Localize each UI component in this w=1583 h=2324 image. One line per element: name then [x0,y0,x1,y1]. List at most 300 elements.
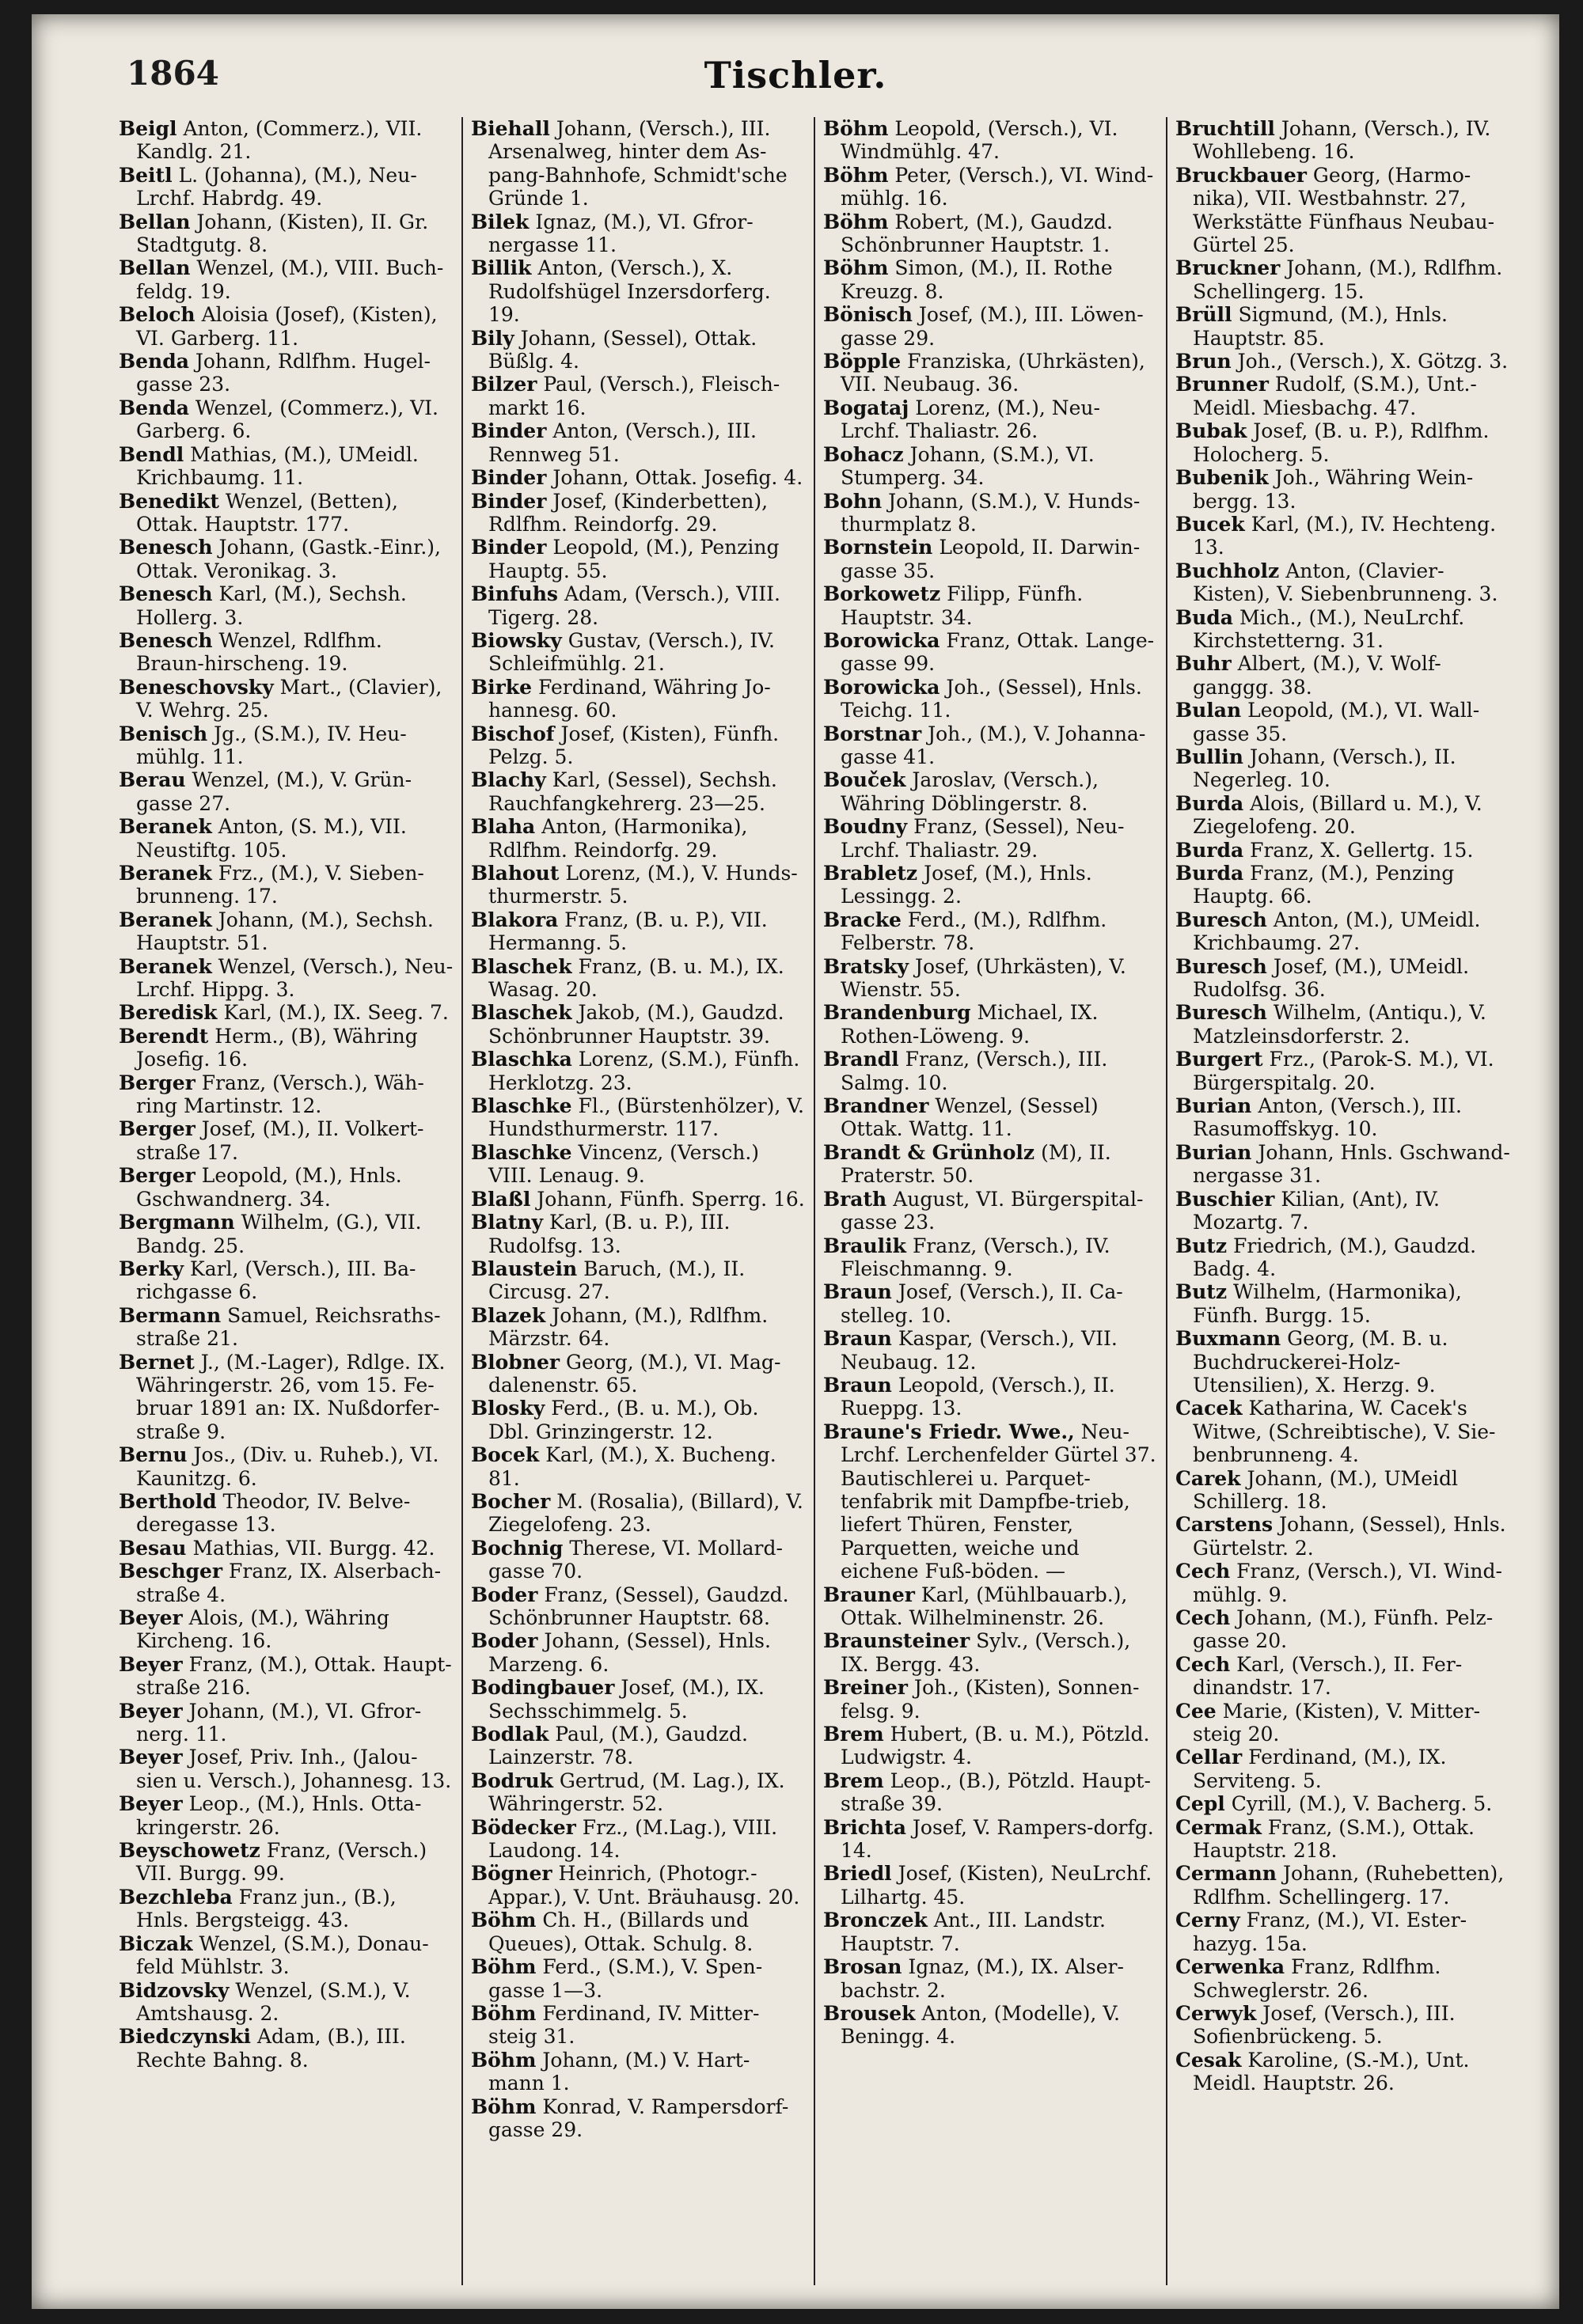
entry-name: Beloch [119,303,196,327]
entry-text: Karl, (M.), IV. Hechteng. 13. [1193,512,1497,559]
entry-name: Bilzer [471,373,537,396]
entry-name: Beyer [119,1746,183,1769]
directory-entry [119,1932,454,1979]
entry-name: Benedikt [119,489,219,513]
entry-text: Wilhelm, (G.), VII. Bandg. 25. [136,1211,422,1257]
directory-entry [119,396,454,443]
entry-text: Johann, (M.), Fünfh. Pelz-gasse 20. [1193,1606,1494,1653]
entry-name: Butz [1175,1280,1228,1304]
entry-text: Joh., (Kisten), Sonnen-felsg. 9. [841,1676,1140,1723]
entry-text: Josef, (Kinderbetten), Rdlfhm. Reindorfg. 29. [488,489,769,536]
entry-name: Cerwyk [1175,2001,1257,2025]
entry-text: Johann, (M.), Rdlfhm. Märzstr. 64. [488,1303,769,1351]
entry-text: Wenzel, (M.), V. Grün-gasse 27. [136,768,412,815]
entry-name: Buresch [1175,954,1267,978]
directory-entry [471,768,806,815]
entry-name: Bohn [823,489,883,513]
entry-name: Böpple [823,350,902,373]
entry-text: Anton, (Clavier-Kisten), V. Siebenbrunneng. 3. [1193,559,1498,606]
directory-entry [1175,419,1512,466]
directory-entry [1175,2002,1512,2049]
entry-text: Kaspar, (Versch.), VII. Neubaug. 12. [841,1327,1118,1374]
directory-entry [1175,1909,1512,1955]
directory-entry [471,1397,806,1443]
directory-entry [471,815,806,862]
directory-entry [1175,1560,1512,1606]
entry-text: Franziska, (Uhrkästen), VII. Neubaug. 36. [841,350,1145,396]
directory-entry [823,1327,1158,1374]
entry-name: Berky [119,1257,184,1280]
entry-text: Anton, (M.), UMeidl. Krichbaumg. 27. [1193,908,1481,955]
entry-name: Bogataj [823,396,909,419]
page-number: 1864 [127,54,219,93]
entry-name: Berthold [119,1489,217,1513]
columns [111,117,1520,2285]
entry-text: Alois, (Billard u. M.), V. Ziegelofeng. 20. [1193,791,1482,839]
entry-name: Borowicka [823,628,940,652]
entry-text: Robert, (M.), Gaudzd. Schönbrunner Hauptstr. 1. [841,210,1114,257]
directory-entry [1175,1513,1512,1560]
entry-text: Samuel, Reichsraths-straße 21. [136,1303,441,1351]
entry-name: Braune's Friedr. Wwe., [823,1420,1075,1443]
entry-text: Johann, (Gastk.-Einr.), Ottak. Veronikag. 3. [136,536,441,582]
directory-entry [471,1141,806,1188]
entry-text: Johann, Fünfh. Sperrg. 16. [537,1187,805,1211]
directory-entry [471,1862,806,1909]
entry-text: Johann, (S.M.), VI. Stumperg. 34. [841,442,1095,490]
directory-entry [119,1164,454,1211]
directory-entry [119,1443,454,1490]
entry-text: Mathias, VII. Burgg. 42. [192,1536,435,1560]
entry-text: Franz, (B. u. M.), IX. Wasag. 20. [488,954,784,1002]
entry-name: Burian [1175,1140,1252,1164]
entry-text: Lorenz, (M.), Neu-Lrchf. Thaliastr. 26. [841,396,1100,443]
entry-text: Marie, (Kisten), V. Mitter-steig 20. [1193,1699,1481,1746]
entry-text: Peter, (Versch.), VI. Wind-mühlg. 16. [841,163,1154,210]
entry-text: Josef, (Versch.), II. Ca-stelleg. 10. [841,1280,1123,1327]
entry-text: Fl., (Bürstenhölzer), V. Hundsthurmerstr. 117. [488,1094,804,1141]
directory-entry [119,1839,454,1886]
directory-entry [1175,1188,1512,1234]
directory-entry [471,908,806,955]
entry-text: Franz, (Versch.), III. Salmg. 10. [841,1048,1108,1094]
directory-entry [1175,2049,1512,2095]
entry-name: Biowsky [471,628,562,652]
entry-name: Böhm [471,2095,537,2118]
directory-entry [823,862,1158,908]
directory-entry [1175,1653,1512,1700]
entry-text: Josef, (M.), II. Volkert-straße 17. [136,1117,424,1164]
entry-name: Cech [1175,1560,1231,1583]
entry-name: Brandenburg [823,1001,971,1025]
entry-text: Konrad, V. Rampersdorf-gasse 29. [488,2095,789,2141]
entry-name: Cesak [1175,2048,1242,2072]
entry-text: Karl, (Versch.), III. Ba-richgasse 6. [136,1257,416,1304]
directory-entry [471,373,806,419]
directory-entry [119,955,454,1002]
directory-entry [471,117,806,210]
directory-entry [823,722,1158,769]
entry-name: Borstnar [823,722,922,745]
entry-name: Bubak [1175,419,1247,443]
entry-text: Anton, (Versch.), III. Rennweg 51. [488,419,757,466]
entry-text: Ferd., (M.), Rdlfhm. Felberstr. 78. [841,908,1107,955]
entry-name: Blaschek [471,954,572,978]
entry-text: Josef, (Versch.), III. Sofienbrückeng. 5. [1193,2001,1456,2049]
directory-entry [119,1537,454,1560]
entry-text: Franz, IX. Alserbach-straße 4. [136,1560,442,1606]
entry-name: Braun [823,1280,892,1304]
directory-entry [119,1792,454,1839]
entry-text: Leopold, (M.), Hnls. Gschwandnerg. 34. [136,1164,402,1211]
entry-name: Blaustein [471,1257,578,1280]
entry-name: Beranek [119,862,212,885]
directory-entry [823,1676,1158,1723]
entry-text: Rudolf, (S.M.), Unt.-Meidl. Miesbachg. 47. [1193,373,1477,419]
entry-name: Birke [471,675,533,699]
directory-entry [119,303,454,350]
entry-name: Bubenik [1175,466,1269,490]
entry-name: Burda [1175,791,1244,815]
entry-text: Albert, (M.), V. Wolf-ganggg. 38. [1193,652,1441,699]
entry-text: Johann, (Sessel), Hnls. Gürtelstr. 2. [1193,1513,1506,1560]
column-1 [111,117,463,2285]
entry-text: (M), II. Praterstr. 50. [841,1140,1111,1188]
entry-name: Brüll [1175,303,1232,327]
entry-text: Josef, (Kisten), NeuLrchf. Lilhartg. 45. [841,1862,1152,1909]
entry-name: Buchholz [1175,559,1280,582]
entry-text: Ferd., (S.M.), V. Spen-gasse 1—3. [488,1955,763,2002]
directory-entry [1175,606,1512,653]
entry-name: Bezchleba [119,1885,233,1909]
entry-text: Jakob, (M.), Gaudzd. Schönbrunner Hauptstr. 39. [488,1001,784,1048]
directory-entry [823,443,1158,490]
directory-entry [823,1862,1158,1909]
entry-name: Böhm [471,2048,537,2072]
entry-text: Karl, (M.), IX. Seeg. 7. [223,1001,449,1025]
directory-entry [1175,1048,1512,1094]
entry-text: Franz, (Versch.), VI. Wind-mühlg. 9. [1193,1560,1502,1606]
entry-name: Besau [119,1536,187,1560]
directory-entry [1175,1280,1512,1327]
entry-name: Cech [1175,1652,1231,1676]
entry-text: Sylv., (Versch.), IX. Bergg. 43. [841,1629,1131,1676]
entry-text: Johann, (S.M.), V. Hunds-thurmplatz 8. [841,489,1141,536]
entry-text: Mathias, (M.), UMeidl. Krichbaumg. 11. [136,442,419,490]
directory-entry [823,164,1158,210]
entry-text: Leop., (B.), Pötzld. Haupt-straße 39. [841,1769,1151,1816]
entry-name: Brunner [1175,373,1269,396]
entry-text: Ferdinand, (M.), IX. Serviteng. 5. [1193,1746,1447,1792]
directory-entry [1175,1816,1512,1863]
entry-text: Franz, (Sessel), Gaudzd. Schönbrunner Hauptstr. 68. [488,1583,789,1629]
directory-entry [823,629,1158,676]
directory-entry [1175,1094,1512,1141]
directory-entry [119,676,454,722]
entry-text: Leopold, (M.), Penzing Hauptg. 55. [488,536,780,582]
directory-entry [1175,1234,1512,1281]
entry-text: Wenzel, (S.M.), V. Amtshausg. 2. [136,1978,411,2025]
entry-text: Joh., (Sessel), Hnls. Teichg. 11. [841,675,1142,722]
directory-entry [471,1304,806,1351]
entry-name: Bernet [119,1350,195,1374]
entry-text: Frz., (M.Lag.), VIII. Laudong. 14. [488,1815,778,1863]
entry-name: Burda [1175,862,1244,885]
directory-entry [119,1490,454,1537]
entry-name: Buda [1175,605,1233,629]
directory-entry [471,327,806,373]
entry-text: Franz, (Versch.), Wäh-ring Martinstr. 12. [136,1071,424,1118]
directory-entry [119,1211,454,1257]
entry-text: Franz, (M.), Ottak. Haupt-straße 216. [136,1652,452,1700]
entry-name: Böhm [471,1909,537,1932]
entry-name: Berau [119,768,186,792]
entry-name: Bilek [471,210,530,233]
directory-entry [1175,117,1512,164]
directory-entry [471,2049,806,2095]
directory-entry [471,490,806,536]
entry-text: Anton, (Modelle), V. Beningg. 4. [841,2001,1120,2049]
directory-entry [119,582,454,629]
directory-entry [1175,1397,1512,1466]
entry-text: Jg., (S.M.), IV. Heu-mühlg. 11. [136,722,407,768]
entry-name: Benda [119,396,189,419]
entry-name: Borkowetz [823,582,941,606]
entry-name: Bödecker [471,1815,576,1839]
entry-text: Joh., (M.), V. Johanna-gasse 41. [841,722,1146,768]
entry-text: Johann, (M.), Sechsh. Hauptstr. 51. [136,908,434,955]
entry-name: Beredisk [119,1001,218,1025]
directory-entry [1175,1001,1512,1048]
entry-text: Anton, (Versch.), X. Rudolfshügel Inzersdorferg. 19. [488,256,771,327]
entry-name: Bellan [119,210,191,233]
entry-name: Beneschovsky [119,675,274,699]
entry-text: Wenzel, (S.M.), Donau-feld Mühlstr. 3. [136,1932,429,1979]
entry-text: Neu-Lrchf. Lerchenfelder Gürtel 37. Bautischlerei u. Parquet-tenfabrik mit Dampfbe-trieb, liefert Thüren, Fenster, Parquetten, weiche und eichene Fuß-böden. — [841,1420,1156,1583]
entry-name: Bidzovsky [119,1978,230,2002]
entry-name: Cech [1175,1606,1231,1629]
directory-entry [823,1001,1158,1048]
entry-text: Johann, (Versch.), III. Arsenalweg, hinter dem As-pang-Bahnhofe, Schmidt'sche Gründe 1. [488,117,788,210]
entry-name: Berger [119,1164,196,1188]
entry-name: Blaschek [471,1001,572,1025]
directory-entry [823,1816,1158,1863]
directory-entry [119,443,454,490]
entry-name: Bochnig [471,1536,564,1560]
entry-name: Biczak [119,1932,193,1955]
entry-name: Brath [823,1187,887,1211]
entry-text: Franz, (Versch.) VII. Burgg. 99. [136,1839,427,1886]
directory-entry [119,1117,454,1164]
entry-name: Bruckbauer [1175,163,1307,187]
entry-name: Braun [823,1327,892,1351]
entry-text: Baruch, (M.), II. Circusg. 27. [488,1257,746,1304]
entry-text: Ignaz, (M.), IX. Alser-bachstr. 2. [841,1955,1124,2002]
entry-text: Josef, Priv. Inh., (Jalou-sien u. Versch.), Johannesg. 13. [136,1746,452,1792]
entry-text: Josef, (M.), UMeidl. Rudolfsg. 36. [1193,954,1470,1002]
directory-entry [823,1048,1158,1094]
directory-entry [823,676,1158,722]
entry-text: Georg, (M.), VI. Mag-dalenenstr. 65. [488,1350,781,1397]
entry-text: Johann, (M.), Rdlfhm. Schellingerg. 15. [1193,256,1503,303]
entry-text: Johann, (Versch.), IV. Wohllebeng. 16. [1193,117,1491,164]
entry-text: Leopold, (M.), VI. Wall-gasse 35. [1193,699,1480,745]
directory-entry [471,1955,806,2002]
directory-entry [471,1257,806,1304]
entry-name: Blaschke [471,1094,572,1118]
entry-name: Cermann [1175,1862,1277,1886]
directory-entry [823,1955,1158,2002]
directory-entry [119,1071,454,1118]
entry-text: Cyrill, (M.), V. Bacherg. 5. [1231,1792,1493,1816]
entry-text: Simon, (M.), II. Rothe Kreuzg. 8. [841,256,1113,303]
entry-text: Johann, Rdlfhm. Hugel-gasse 23. [136,350,431,396]
entry-text: Franz, (Sessel), Neu-Lrchf. Thaliastr. 29. [841,815,1125,862]
entry-name: Blaschka [471,1048,572,1071]
entry-text: Paul, (M.), Gaudzd. Lainzerstr. 78. [488,1723,748,1769]
directory-entry [119,815,454,862]
entry-text: Frz., (M.), V. Sieben-brunneng. 17. [136,862,424,908]
entry-text: August, VI. Bürgerspital-gasse 23. [841,1187,1144,1234]
directory-entry [823,1723,1158,1769]
entry-text: Karl, (Sessel), Sechsh. Rauchfangkehrerg. 23—25. [488,768,777,815]
directory-entry [471,862,806,908]
entry-text: Johann, (Sessel), Hnls. Marzeng. 6. [488,1629,771,1676]
entry-name: Burgert [1175,1048,1263,1071]
directory-entry [1175,862,1512,908]
entry-name: Cellar [1175,1746,1243,1769]
entry-text: Josef, (Kisten), Fünfh. Pelzg. 5. [488,722,780,768]
entry-name: Bodlak [471,1723,549,1746]
directory-entry [471,1351,806,1397]
directory-entry [471,2095,806,2142]
entry-name: Boder [471,1629,538,1653]
entry-text: Wenzel, (Betten), Ottak. Hauptstr. 177. [136,489,398,536]
directory-entry [471,722,806,769]
entry-name: Brauner [823,1583,915,1606]
directory-entry [823,303,1158,350]
entry-text: Franz, (Versch.), IV. Fleischmanng. 9. [841,1234,1110,1280]
entry-text: Jaroslav, (Versch.), Währing Döblingerstr. 8. [841,768,1099,815]
entry-name: Beyer [119,1606,183,1629]
entry-name: Braun [823,1373,892,1397]
entry-name: Bronczek [823,1909,928,1932]
column-3 [815,117,1167,2285]
entry-name: Böhm [471,2001,537,2025]
entry-name: Buxmann [1175,1327,1281,1351]
directory-entry [119,256,454,303]
directory-entry [471,1048,806,1094]
directory-entry [1175,908,1512,955]
entry-text: Ferdinand, Währing Jo-hannesg. 60. [488,675,771,722]
entry-name: Bergmann [119,1211,235,1234]
directory-entry [471,2002,806,2049]
entry-text: Karl, (Mühlbauarb.), Ottak. Wilhelminenstr. 26. [841,1583,1128,1629]
directory-entry [119,768,454,815]
directory-entry [471,1001,806,1048]
directory-entry [1175,1746,1512,1792]
entry-text: Karl, (B. u. P.), III. Rudolfsg. 13. [488,1211,731,1257]
directory-entry [823,1420,1158,1583]
entry-name: Blatny [471,1211,544,1234]
entry-name: Brun [1175,350,1232,373]
entry-name: Böhm [823,256,889,280]
directory-entry [823,1094,1158,1141]
entry-name: Cepl [1175,1792,1225,1816]
entry-text: Therese, VI. Mollard-gasse 70. [488,1536,783,1583]
entry-name: Binder [471,466,547,490]
entry-name: Briedl [823,1862,892,1886]
entry-text: Leopold, II. Darwin-gasse 35. [841,536,1141,582]
entry-text: Franz, (M.), Penzing Hauptg. 66. [1193,862,1455,908]
directory-entry [823,1769,1158,1816]
entry-name: Cerny [1175,1909,1240,1932]
directory-entry [471,1769,806,1816]
entry-name: Beranek [119,815,212,839]
entry-name: Breiner [823,1676,908,1700]
directory-entry [823,955,1158,1002]
entry-text: Josef, (B. u. P.), Rdlfhm. Holocherg. 5. [1193,419,1490,466]
directory-entry [823,256,1158,303]
entry-text: Franz, Ottak. Lange-gasse 99. [841,628,1155,676]
entry-name: Carstens [1175,1513,1274,1537]
directory-entry [119,1257,454,1304]
column-2 [463,117,815,2285]
directory-entry [119,2025,454,2072]
entry-text: Lorenz, (S.M.), Fünfh. Herklotzg. 23. [488,1048,800,1094]
directory-entry [119,1700,454,1746]
directory-entry [1175,1606,1512,1653]
entry-name: Cacek [1175,1397,1243,1420]
entry-name: Benda [119,350,189,373]
directory-entry [1175,466,1512,513]
directory-entry [471,629,806,676]
entry-name: Binfuhs [471,582,558,606]
entry-name: Cee [1175,1699,1217,1723]
directory-entry [471,1629,806,1676]
entry-name: Brichta [823,1815,906,1839]
entry-text: Karl, (M.), X. Bucheng. 81. [488,1443,776,1490]
entry-text: Leopold, (Versch.), VI. Windmühlg. 47. [841,117,1118,164]
directory-entry [471,676,806,722]
entry-name: Blaschke [471,1140,572,1164]
directory-entry [119,1025,454,1071]
directory-entry [471,582,806,629]
directory-entry [1175,350,1512,373]
entry-name: Boudny [823,815,908,839]
entry-name: Borowicka [823,675,940,699]
entry-name: Blaha [471,815,536,839]
entry-name: Bermann [119,1303,222,1327]
directory-entry [471,536,806,582]
entry-name: Bornstein [823,536,933,559]
directory-entry [471,1723,806,1769]
entry-name: Bucek [1175,512,1245,536]
directory-entry [119,1606,454,1653]
entry-name: Butz [1175,1234,1228,1257]
directory-entry [823,768,1158,815]
directory-entry [1175,1700,1512,1746]
entry-name: Brandt & Grünholz [823,1140,1035,1164]
entry-text: Hubert, (B. u. M.), Pötzld. Ludwigstr. 4. [841,1723,1150,1769]
directory-entry [119,117,454,164]
entry-name: Bouček [823,768,906,792]
entry-text: Gertrud, (M. Lag.), IX. Währingerstr. 52. [488,1769,785,1816]
entry-text: Sigmund, (M.), Hnls. Hauptstr. 85. [1193,303,1448,350]
directory-entry [1175,955,1512,1002]
entry-name: Bodruk [471,1769,553,1792]
entry-name: Brem [823,1769,884,1792]
